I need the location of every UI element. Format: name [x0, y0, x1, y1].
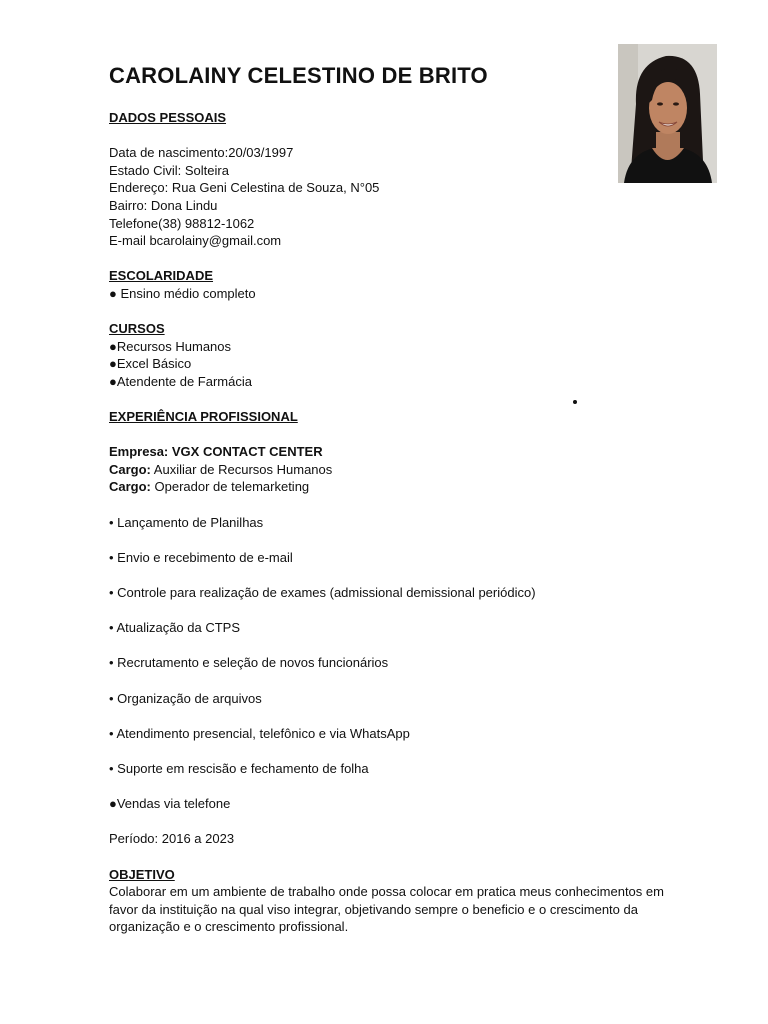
role-value: Operador de telemarketing — [154, 479, 310, 495]
address: Endereço: Rua Geni Celestina de Souza, N°05 — [109, 180, 380, 196]
section-heading-escolaridade: ESCOLARIDADE — [109, 268, 214, 284]
role-line — [109, 478, 669, 496]
education-item: ● Ensino médio completo — [109, 285, 256, 301]
marital-status: Estado Civil: Solteira — [109, 162, 229, 178]
neighborhood: Bairro: Dona Lindu — [109, 197, 218, 213]
course-item: ●Excel Básico — [109, 356, 192, 372]
email: E-mail bcarolainy@gmail.com — [109, 233, 282, 249]
section-heading-dados-pessoais: DADOS PESSOAIS — [109, 110, 227, 125]
company-label: Empresa: — [109, 444, 169, 460]
work-period: Período: 2016 a 2023 — [109, 831, 235, 847]
candidate-name: CAROLAINY CELESTINO DE BRITO — [109, 63, 488, 88]
task-item: ●Vendas via telefone — [109, 796, 231, 812]
task-item: • Controle para realização de exames (admissional demissional periódico) — [109, 585, 536, 601]
company-line — [109, 443, 669, 461]
phone: Telefone(38) 98812-1062 — [109, 215, 255, 231]
role-label: Cargo: — [109, 479, 151, 495]
role-label: Cargo: — [109, 461, 151, 477]
course-item: ●Atendente de Farmácia — [109, 373, 252, 389]
task-item: • Atendimento presencial, telefônico e via WhatsApp — [109, 725, 410, 741]
task-item: • Lançamento de Planilhas — [109, 514, 264, 530]
company-name: VGX CONTACT CENTER — [171, 444, 323, 460]
birth-date: Data de nascimento:20/03/1997 — [109, 145, 294, 161]
section-heading-experiencia: EXPERIÊNCIA PROFISSIONAL — [109, 409, 298, 425]
course-item: ●Recursos Humanos — [109, 338, 232, 354]
task-item: • Suporte em rescisão e fechamento de folha — [109, 760, 369, 776]
role-line — [109, 461, 669, 479]
objective-text: Colaborar em um ambiente de trabalho onde possa colocar em pratica meus conhecimentos em favor da instituição na qual viso integrar, objetivando sempre o beneficio e o crescimento da organização e o crescimento profissional. — [109, 884, 664, 935]
resume-body — [109, 109, 669, 936]
role-value: Auxiliar de Recursos Humanos — [153, 461, 333, 477]
task-item: • Organização de arquivos — [109, 690, 262, 706]
section-heading-cursos: CURSOS — [109, 321, 165, 337]
section-heading-objetivo: OBJETIVO — [109, 866, 175, 882]
task-item: • Atualização da CTPS — [109, 620, 241, 636]
task-item: • Recrutamento e seleção de novos funcionários — [109, 655, 389, 671]
task-item: • Envio e recebimento de e-mail — [109, 549, 293, 565]
